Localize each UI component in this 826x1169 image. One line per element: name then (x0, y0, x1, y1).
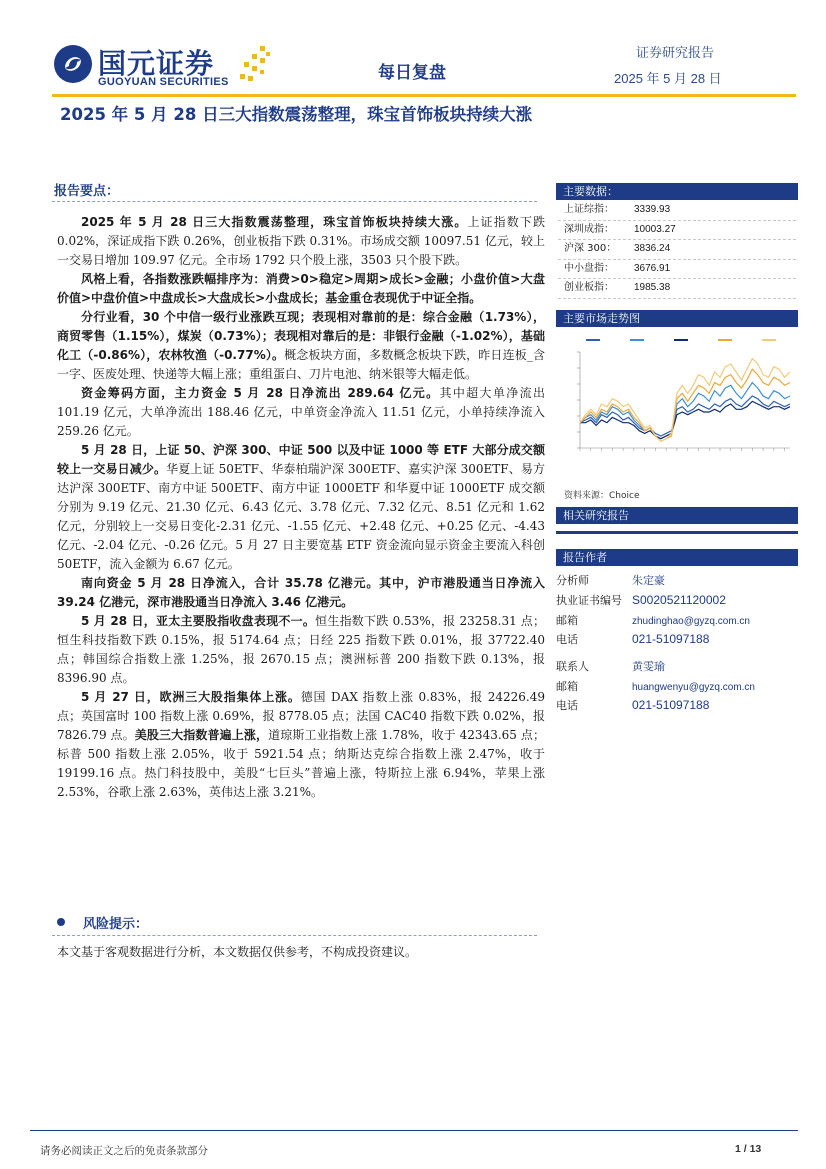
series-line (580, 383, 790, 439)
related-reports-header: 相关研究报告 (556, 507, 798, 524)
summary-heading: 报告要点： (54, 184, 120, 199)
analyst-name: 朱定豪 (632, 574, 665, 587)
phone-row: 电话 021-51097188 (556, 632, 710, 646)
index-row: 沪深 300： 3836.24 (558, 240, 796, 260)
summary-body (57, 213, 545, 802)
related-reports-rule (556, 531, 798, 534)
email-row: 邮箱 zhudinghao@gyzq.com.cn (556, 614, 750, 627)
index-row: 上证综指： 3339.93 (558, 201, 796, 221)
key-data-header: 主要数据： (556, 183, 798, 200)
footer-divider (30, 1130, 798, 1131)
paragraph-etf: 5 月 28 日，上证 50、沪深 300、中证 500 以及中证 1000 等 ETF 大部分成交额较上一交易日减少。华夏上证 50ETF、华泰柏瑞沪深 300ETF、嘉实沪深 300ETF、易方达沪深 300ETF、南方中证 500ETF、南方中证 1000ETF 和华夏中证 1000ETF 成交额分别为 9.19 亿元、21.30 亿元、6.43 亿元、3.78 亿元、7.32 亿元、8.51 亿元和 1.62 亿元，分别较上一交易日变化-2.31 亿元、-1.55 亿元、+2.48 亿元、+0.25 亿元、-4.43 亿元、-2.04 亿元、-0.26 亿元。5 月 27 日主要宽基 ETF 资金流向显示资金主要流入科创 50ETF，流入金额为 6.67 亿元。 (57, 443, 545, 571)
paragraph-market-overview: 2025 年 5 月 28 日三大指数震荡整理，珠宝首饰板块持续大涨。上证指数下跌 0.02%，深证成指下跌 0.26%，创业板指下跌 0.31%。市场成交额 10097.51 亿元，较上一交易日增加 109.97 亿元。全市场 1792 只个股上涨，3503 只个股下跌。 (57, 215, 545, 267)
disclaimer-note: 请务必阅读正文之后的免责条款部分 (40, 1145, 208, 1157)
contact-row: 联系人 黄雯瑜 (556, 660, 665, 673)
phone-row: 电话 021-51097188 (556, 698, 710, 712)
risk-bullet-icon (57, 918, 65, 926)
guoyuan-logo-icon (53, 44, 93, 84)
index-row: 中小盘指： 3676.91 (558, 260, 796, 280)
report-date: 2025 年 5 月 28 日 (614, 71, 722, 86)
paragraph-industry: 分行业看，30 个中信一级行业涨跌互现；表现相对靠前的是：综合金融（1.73%），商贸零售（1.15%），煤炭（0.73%）；表现相对靠后的是：非银行金融（-1.02%），基础化工（-0.86%），农林牧渔（-0.77%）。概念板块方面，多数概念板块下跌，昨日连板_含一字、医废处理、快递等大幅上涨；重组蛋白、刀片电池、纳米银等大幅走低。 (57, 310, 545, 381)
report-title: 2025 年 5 月 28 日三大指数震荡整理，珠宝首饰板块持续大涨 (60, 105, 533, 124)
paragraph-europe-us: 5 月 27 日，欧洲三大股指集体上涨。德国 DAX 指数上涨 0.83%，报 24226.49 点；英国富时 100 指数上涨 0.69%，报 8778.05 点；法国 CAC40 指数下跌 0.02%，报 7826.79 点。美股三大指数普遍上涨，道琼斯工业指数上涨 1.78%，收于 42343.65 点；标普 500 指数上涨 2.05%，收于 5921.54 点；纳斯达克综合指数上涨 2.47%，收于 19199.16 点。热门科技股中，美股“七巨头”普遍上涨，特斯拉上涨 6.94%，苹果上涨 2.53%，谷歌上涨 2.63%，英伟达上涨 3.21%。 (57, 690, 545, 799)
chart-source: 资料来源：Choice (564, 491, 640, 501)
paragraph-southbound: 南向资金 5 月 28 日净流入，合计 35.78 亿港元。其中，沪市港股通当日净流入 39.24 亿港元，深市港股通当日净流入 3.46 亿港元。 (57, 576, 545, 609)
index-row: 创业板指： 1985.38 (558, 279, 796, 299)
paragraph-capital-flow: 资金筹码方面，主力资金 5 月 28 日净流出 289.64 亿元。其中超大单净流出 101.19 亿元，大单净流出 188.46 亿元，中单资金净流入 11.51 亿元，小单持续净流入 259.26 亿元。 (57, 386, 545, 438)
license-row: 执业证书编号 S0020521120002 (556, 593, 726, 607)
paragraph-style: 风格上看，各指数涨跌幅排序为：消费>0>稳定>周期>成长>金融；小盘价值>大盘价值>中盘价值>中盘成长>大盘成长>小盘成长；基金重仓表现优于中证全指。 (57, 272, 545, 305)
analyst-phone: 021-51097188 (632, 632, 710, 646)
header-divider (52, 94, 796, 97)
authors-header: 报告作者 (556, 549, 798, 566)
logo-dots-icon (238, 44, 274, 88)
page-number: 1 / 13 (735, 1143, 762, 1155)
chart-series (580, 359, 790, 442)
report-type: 每日复盘 (378, 63, 446, 83)
license-number: S0020521120002 (632, 593, 726, 607)
analyst-email[interactable]: zhudinghao@gyzq.com.cn (632, 616, 750, 627)
logo-english-name: GUOYUAN SECURITIES (98, 76, 229, 88)
market-chart-header: 主要市场走势图 (556, 310, 798, 327)
risk-heading: 风险提示： (83, 917, 149, 932)
contact-name: 黄雯瑜 (632, 660, 665, 673)
contact-email[interactable]: huangwenyu@gyzq.com.cn (632, 682, 755, 693)
paragraph-asia-pacific: 5 月 28 日，亚太主要股指收盘表现不一。恒生指数下跌 0.53%，报 23258.31 点；恒生科技指数下跌 0.15%，报 5174.64 点；日经 225 指数下跌 0.01%，报 37722.40 点；韩国综合指数上涨 1.25%，报 2670.15 点；澳洲标普 200 指数下跌 0.13%，报 8396.90 点。 (57, 614, 545, 685)
report-category: 证券研究报告 (636, 46, 715, 61)
series-line (580, 369, 790, 441)
logo-chinese-name: 国元证券 (98, 47, 215, 80)
key-data-table (558, 201, 796, 299)
summary-divider (52, 201, 537, 202)
email-row: 邮箱 huangwenyu@gyzq.com.cn (556, 680, 755, 693)
contact-phone: 021-51097188 (632, 698, 710, 712)
index-row: 深圳成指： 10003.27 (558, 221, 796, 241)
analyst-row: 分析师 朱定豪 (556, 574, 665, 587)
risk-text: 本文基于客观数据进行分析，本文数据仅供参考，不构成投资建议。 (57, 945, 418, 959)
market-trend-chart (558, 330, 798, 480)
risk-divider (52, 935, 537, 936)
